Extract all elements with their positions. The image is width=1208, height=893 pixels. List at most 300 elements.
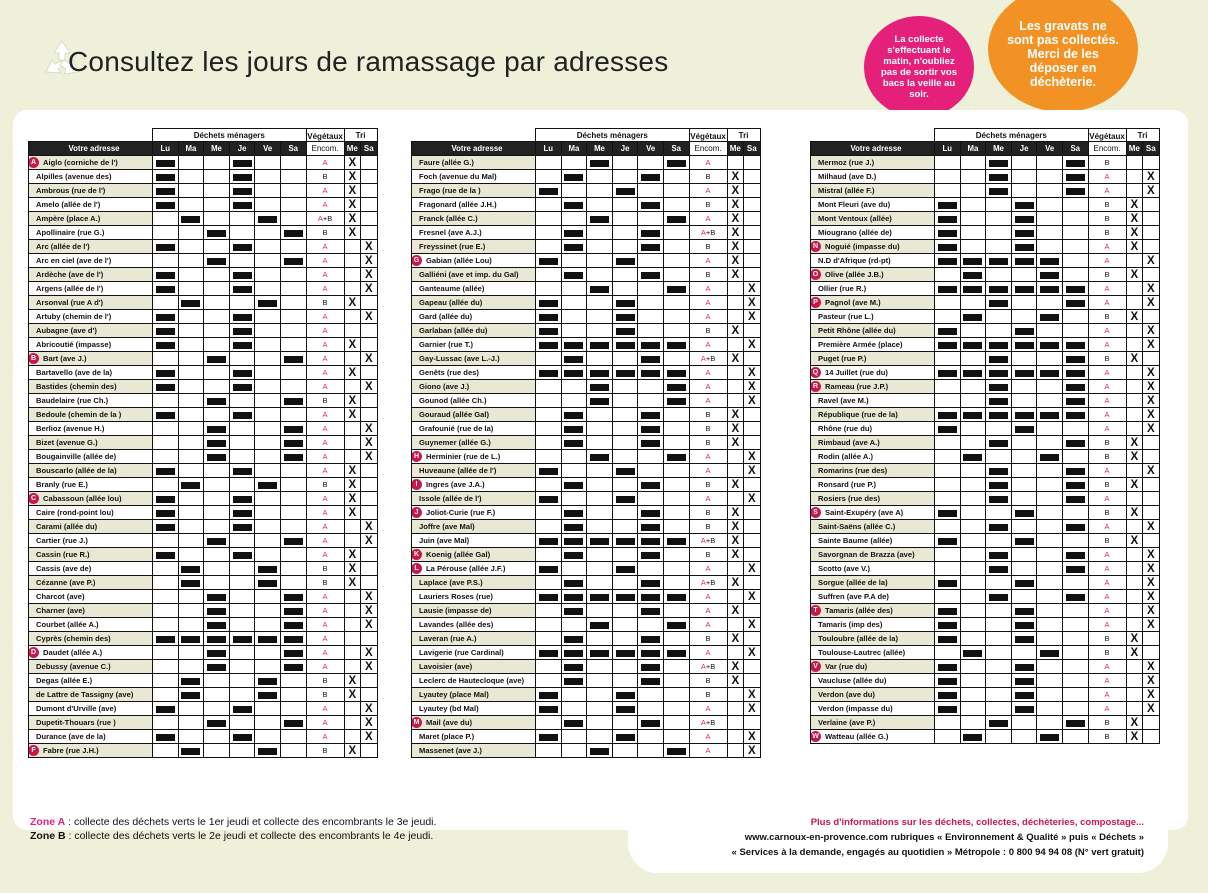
day-cell xyxy=(935,716,961,730)
address-name: Bedoule (chemin de la ) xyxy=(36,410,122,419)
address-cell xyxy=(811,464,935,478)
day-cell xyxy=(663,478,689,492)
zone-b: +B xyxy=(705,662,716,671)
collection-mark xyxy=(564,370,583,377)
collection-mark xyxy=(564,426,583,433)
day-cell xyxy=(638,534,664,548)
zone-cell xyxy=(306,478,344,492)
collection-mark xyxy=(938,342,957,349)
zone-value: A xyxy=(1104,256,1110,265)
day-cell xyxy=(986,590,1012,604)
address-cell xyxy=(811,436,935,450)
collection-mark xyxy=(1040,734,1059,741)
zone-value: A xyxy=(1104,550,1110,559)
collection-mark xyxy=(963,650,982,657)
day-cell xyxy=(178,660,204,674)
tri-cell xyxy=(1126,688,1143,702)
collection-mark xyxy=(641,510,660,517)
day-cell xyxy=(561,352,587,366)
day-cell xyxy=(1062,478,1088,492)
zone-cell xyxy=(306,450,344,464)
zone-cell xyxy=(689,590,727,604)
day-cell xyxy=(280,450,306,464)
letter-badge: N xyxy=(811,241,822,252)
tri-cell: X xyxy=(344,506,361,520)
day-cell xyxy=(153,184,179,198)
tri-cell xyxy=(744,674,761,688)
day-cell xyxy=(204,632,230,646)
tri-cell: X xyxy=(1143,576,1160,590)
zone-cell xyxy=(689,618,727,632)
zone-value: B xyxy=(1104,648,1110,657)
zone-value: A xyxy=(705,158,711,167)
day-cell xyxy=(587,226,613,240)
tri-cell: X xyxy=(727,212,744,226)
day-cell xyxy=(1037,268,1063,282)
collection-mark xyxy=(938,412,957,419)
header-day-sa: Sa xyxy=(663,142,689,156)
address-cell xyxy=(412,660,536,674)
day-cell xyxy=(1062,170,1088,184)
address-cell xyxy=(412,632,536,646)
day-cell xyxy=(178,450,204,464)
zone-value: B xyxy=(1104,158,1110,167)
tri-cell: X xyxy=(344,492,361,506)
tri-cell xyxy=(344,450,361,464)
day-cell xyxy=(960,254,986,268)
day-cell xyxy=(1011,464,1037,478)
day-cell xyxy=(1037,702,1063,716)
collection-mark xyxy=(1015,258,1034,265)
day-cell xyxy=(638,352,664,366)
day-cell xyxy=(280,338,306,352)
day-cell xyxy=(1011,240,1037,254)
day-cell xyxy=(638,464,664,478)
collection-mark xyxy=(207,608,226,615)
address-cell xyxy=(29,744,153,758)
collection-mark xyxy=(258,482,277,489)
day-cell xyxy=(960,492,986,506)
collection-mark xyxy=(284,636,303,643)
header-tri-sa: Sa xyxy=(1143,142,1160,156)
day-cell xyxy=(204,590,230,604)
collection-mark xyxy=(207,258,226,265)
zone-a: A xyxy=(700,662,706,671)
day-cell xyxy=(638,744,664,758)
collection-mark xyxy=(233,174,252,181)
day-cell xyxy=(536,464,562,478)
address-cell xyxy=(29,478,153,492)
day-cell xyxy=(561,492,587,506)
zone-cell xyxy=(689,352,727,366)
day-cell xyxy=(255,688,281,702)
day-cell xyxy=(638,324,664,338)
day-cell xyxy=(229,618,255,632)
day-cell xyxy=(255,226,281,240)
collection-mark xyxy=(989,370,1008,377)
day-cell xyxy=(204,450,230,464)
tri-cell xyxy=(744,478,761,492)
day-cell xyxy=(960,562,986,576)
day-cell xyxy=(229,520,255,534)
tri-cell xyxy=(1126,156,1143,170)
collection-mark xyxy=(1015,580,1034,587)
zone-cell xyxy=(689,394,727,408)
collection-mark xyxy=(539,258,558,265)
day-cell xyxy=(638,492,664,506)
tri-cell: X xyxy=(1143,296,1160,310)
tri-cell: X xyxy=(727,422,744,436)
day-cell xyxy=(1062,198,1088,212)
day-cell xyxy=(986,562,1012,576)
day-cell xyxy=(178,352,204,366)
zone-cell xyxy=(1088,366,1126,380)
collection-mark xyxy=(963,258,982,265)
table-row xyxy=(29,660,378,674)
day-cell xyxy=(280,548,306,562)
day-cell xyxy=(935,394,961,408)
tri-cell xyxy=(727,688,744,702)
address-cell xyxy=(29,492,153,506)
table-row xyxy=(811,184,1160,198)
day-cell xyxy=(663,744,689,758)
collection-mark xyxy=(616,650,635,657)
collection-mark xyxy=(590,370,609,377)
zone-cell xyxy=(306,576,344,590)
day-cell xyxy=(1011,660,1037,674)
collection-mark xyxy=(616,692,635,699)
tri-cell: X xyxy=(361,422,378,436)
day-cell xyxy=(255,296,281,310)
day-cell xyxy=(612,198,638,212)
day-cell xyxy=(935,422,961,436)
address-cell xyxy=(811,198,935,212)
day-cell xyxy=(935,366,961,380)
day-cell xyxy=(638,282,664,296)
collection-mark xyxy=(564,720,583,727)
address-cell xyxy=(412,170,536,184)
day-cell xyxy=(612,282,638,296)
table-row xyxy=(412,450,761,464)
day-cell xyxy=(1037,380,1063,394)
zone-cell xyxy=(306,618,344,632)
collection-mark xyxy=(564,664,583,671)
footer-line-3: « Services à la demande, engagés au quotidien » Métropole : 0 800 94 94 08 (N° vert gratuit) xyxy=(731,847,1144,858)
day-cell xyxy=(536,310,562,324)
day-cell xyxy=(986,534,1012,548)
letter-badge: A xyxy=(29,157,40,168)
day-cell xyxy=(587,310,613,324)
header-adresse: Votre adresse xyxy=(811,142,935,156)
collection-mark xyxy=(667,594,686,601)
day-cell xyxy=(561,590,587,604)
day-cell xyxy=(280,184,306,198)
tri-cell xyxy=(361,212,378,226)
tri-cell: X xyxy=(727,226,744,240)
day-cell xyxy=(612,534,638,548)
collection-mark xyxy=(1015,328,1034,335)
day-cell xyxy=(960,268,986,282)
day-cell xyxy=(280,604,306,618)
day-cell xyxy=(612,660,638,674)
tri-cell xyxy=(1126,576,1143,590)
day-cell xyxy=(204,212,230,226)
day-cell xyxy=(561,660,587,674)
day-cell xyxy=(536,702,562,716)
table-row xyxy=(29,506,378,520)
zone-value: B xyxy=(705,424,711,433)
tri-cell xyxy=(361,408,378,422)
zone-cell xyxy=(689,632,727,646)
day-cell xyxy=(663,548,689,562)
tri-cell: X xyxy=(744,394,761,408)
zone-cell xyxy=(689,380,727,394)
tri-cell xyxy=(744,184,761,198)
zone-value: A xyxy=(705,298,711,307)
address-cell xyxy=(29,506,153,520)
day-cell xyxy=(204,380,230,394)
day-cell xyxy=(612,338,638,352)
tri-cell xyxy=(1143,646,1160,660)
day-cell xyxy=(280,226,306,240)
collection-mark xyxy=(1015,622,1034,629)
zone-value: A xyxy=(1104,578,1110,587)
address-name: Pasteur (rue L.) xyxy=(818,312,874,321)
zone-cell xyxy=(689,296,727,310)
zone-cell xyxy=(689,240,727,254)
collection-mark xyxy=(989,566,1008,573)
table-row xyxy=(412,352,761,366)
address-name: Juin (ave Mal) xyxy=(419,536,470,545)
address-cell xyxy=(811,590,935,604)
day-cell xyxy=(960,394,986,408)
collection-mark xyxy=(1015,636,1034,643)
tri-cell: X xyxy=(1143,366,1160,380)
address-cell xyxy=(29,716,153,730)
zone-cell xyxy=(689,254,727,268)
address-name: Lyautey (place Mal) xyxy=(419,690,489,699)
tri-cell: X xyxy=(1143,618,1160,632)
day-cell xyxy=(986,170,1012,184)
address-name: Cabassoun (allée lou) xyxy=(43,494,122,503)
day-cell xyxy=(153,632,179,646)
zone-value: A xyxy=(1104,396,1110,405)
day-cell xyxy=(1011,576,1037,590)
address-name: Première Armée (place) xyxy=(818,340,903,349)
day-cell xyxy=(935,548,961,562)
letter-badge: D xyxy=(29,647,40,658)
day-cell xyxy=(1011,338,1037,352)
collection-mark xyxy=(1015,538,1034,545)
day-cell xyxy=(204,464,230,478)
day-cell xyxy=(561,646,587,660)
day-cell xyxy=(536,450,562,464)
zone-value: B xyxy=(1104,200,1110,209)
day-cell xyxy=(663,436,689,450)
table-row xyxy=(811,604,1160,618)
collection-mark xyxy=(641,594,660,601)
collection-mark xyxy=(564,510,583,517)
collection-mark xyxy=(207,230,226,237)
table-row xyxy=(811,702,1160,716)
address-name: Mont Fleuri (ave du) xyxy=(818,200,891,209)
table-row xyxy=(811,282,1160,296)
collection-mark xyxy=(156,734,175,741)
day-cell xyxy=(663,702,689,716)
tri-cell: X xyxy=(1143,660,1160,674)
day-cell xyxy=(536,576,562,590)
collection-mark xyxy=(539,300,558,307)
day-cell xyxy=(153,646,179,660)
letter-badge: Q xyxy=(811,367,822,378)
zone-cell xyxy=(689,268,727,282)
zone-cell xyxy=(1088,324,1126,338)
tri-cell: X xyxy=(344,576,361,590)
tri-cell: X xyxy=(744,646,761,660)
zone-cell xyxy=(1088,646,1126,660)
collection-mark xyxy=(938,370,957,377)
address-name: Ampère (place A.) xyxy=(36,214,101,223)
day-cell xyxy=(1037,338,1063,352)
address-cell xyxy=(412,436,536,450)
zone-cell xyxy=(306,548,344,562)
zone-cell xyxy=(306,632,344,646)
day-cell xyxy=(204,310,230,324)
day-cell xyxy=(229,464,255,478)
day-cell xyxy=(1062,212,1088,226)
collection-mark xyxy=(207,440,226,447)
zone-value: A xyxy=(705,284,711,293)
zone-value: A xyxy=(322,466,328,475)
address-cell xyxy=(29,352,153,366)
tri-cell: X xyxy=(727,184,744,198)
address-name: Garnier (rue T.) xyxy=(419,340,474,349)
table-row xyxy=(412,590,761,604)
day-cell xyxy=(536,352,562,366)
collection-mark xyxy=(233,384,252,391)
day-cell xyxy=(229,604,255,618)
day-cell xyxy=(638,506,664,520)
day-cell xyxy=(255,660,281,674)
day-cell xyxy=(935,212,961,226)
day-cell xyxy=(178,646,204,660)
collection-mark xyxy=(667,384,686,391)
day-cell xyxy=(638,478,664,492)
day-cell xyxy=(663,660,689,674)
day-cell xyxy=(587,296,613,310)
day-cell xyxy=(638,520,664,534)
header-group-row xyxy=(412,129,761,142)
zone-cell xyxy=(1088,492,1126,506)
collection-mark xyxy=(1066,398,1085,405)
day-cell xyxy=(1037,730,1063,744)
collection-mark xyxy=(989,188,1008,195)
zone-value: B xyxy=(322,228,328,237)
day-cell xyxy=(986,422,1012,436)
day-cell xyxy=(638,632,664,646)
collection-mark xyxy=(938,706,957,713)
address-cell xyxy=(811,338,935,352)
collection-mark xyxy=(616,566,635,573)
table-row xyxy=(811,576,1160,590)
day-cell xyxy=(536,590,562,604)
day-cell xyxy=(255,590,281,604)
zone-cell xyxy=(689,226,727,240)
address-cell xyxy=(811,702,935,716)
day-cell xyxy=(935,688,961,702)
zone-value: A xyxy=(705,186,711,195)
day-cell xyxy=(1062,352,1088,366)
tri-cell: X xyxy=(1126,310,1143,324)
day-cell xyxy=(1011,296,1037,310)
tri-cell xyxy=(744,170,761,184)
tri-cell xyxy=(744,520,761,534)
address-name: Mont Ventoux (allée) xyxy=(818,214,892,223)
day-cell xyxy=(612,184,638,198)
address-name: Bougainville (allée de) xyxy=(36,452,117,461)
address-cell xyxy=(811,296,935,310)
address-name: Bartavello (ave de la) xyxy=(36,368,112,377)
day-cell xyxy=(153,688,179,702)
address-cell xyxy=(29,618,153,632)
header-day-row xyxy=(29,142,378,156)
zone-value: A xyxy=(322,550,328,559)
day-cell xyxy=(663,170,689,184)
letter-badge: L xyxy=(412,563,423,574)
day-cell xyxy=(1037,632,1063,646)
address-cell xyxy=(811,394,935,408)
day-cell xyxy=(204,534,230,548)
day-cell xyxy=(638,380,664,394)
tri-cell xyxy=(344,282,361,296)
day-cell xyxy=(663,618,689,632)
day-cell xyxy=(280,618,306,632)
day-cell xyxy=(280,674,306,688)
table-row xyxy=(29,548,378,562)
zone-cell xyxy=(1088,268,1126,282)
address-name: Gay-Lussac (ave L.-J.) xyxy=(419,354,500,363)
day-cell xyxy=(587,562,613,576)
collection-mark xyxy=(590,538,609,545)
zone-cell xyxy=(306,702,344,716)
day-cell xyxy=(1037,492,1063,506)
day-cell xyxy=(663,520,689,534)
zone-value: A xyxy=(1104,564,1110,573)
day-cell xyxy=(986,548,1012,562)
zone-value: A xyxy=(322,326,328,335)
day-cell xyxy=(638,590,664,604)
collection-mark xyxy=(181,580,200,587)
collection-mark xyxy=(590,342,609,349)
day-cell xyxy=(935,310,961,324)
zone-cell xyxy=(306,184,344,198)
zone-cell xyxy=(689,324,727,338)
zone-value: B xyxy=(705,676,711,685)
tri-cell xyxy=(344,534,361,548)
zone-cell xyxy=(1088,618,1126,632)
table-row xyxy=(811,240,1160,254)
day-cell xyxy=(1062,492,1088,506)
day-cell xyxy=(178,310,204,324)
tri-cell xyxy=(744,352,761,366)
collection-mark xyxy=(641,482,660,489)
day-cell xyxy=(153,604,179,618)
letter-badge: H xyxy=(412,451,423,462)
day-cell xyxy=(255,184,281,198)
day-cell xyxy=(1062,520,1088,534)
day-cell xyxy=(178,688,204,702)
day-cell xyxy=(612,506,638,520)
